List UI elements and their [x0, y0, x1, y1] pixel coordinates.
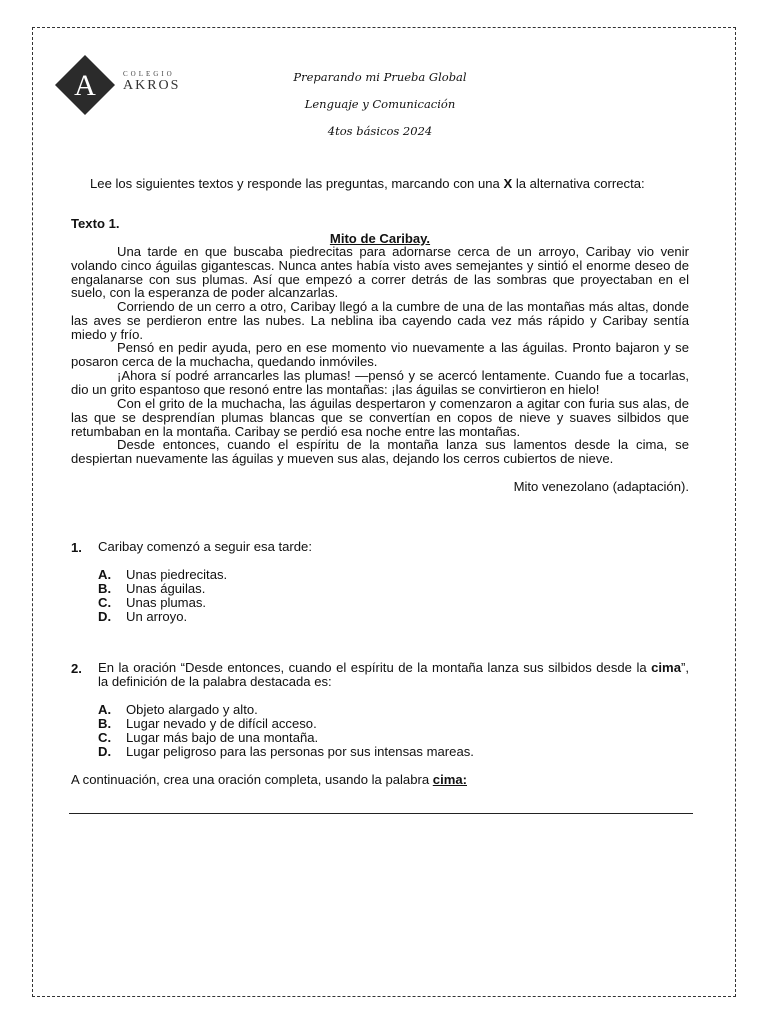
header-subject: Lenguaje y Comunicación — [304, 97, 456, 111]
question-text: En la oración “Desde entonces, cuando el espíritu de la montaña lanza sus silbidos desde la cima”, la definición de la palabra destacada es: — [98, 660, 689, 689]
document-header — [180, 68, 580, 149]
story-paragraph: Pensó en pedir ayuda, pero en ese momento vio nuevamente a las águilas. Pronto bajaron y se posaron cerca de la muchacha, quedando inmóviles. — [71, 340, 689, 369]
answer-option[interactable]: A. Objeto alargado y alto. — [98, 702, 258, 717]
answer-option[interactable]: B. Unas águilas. — [98, 581, 206, 596]
answer-line[interactable] — [69, 813, 693, 814]
task-word: cima: — [432, 772, 467, 787]
answer-option[interactable]: C. Lugar más bajo de una montaña. — [98, 730, 319, 745]
header-grade: 4tos básicos 2024 — [327, 124, 433, 138]
answer-option[interactable]: A. Unas piedrecitas. — [98, 567, 228, 582]
story-paragraph: Desde entonces, cuando el espíritu de la montaña lanza sus lamentos desde la cima, se despiertan nuevamente las águilas y mueven sus alas, dejando los cerros cubiertos de nieve. — [71, 437, 689, 466]
logo-school-name: AKROS — [123, 78, 181, 93]
logo-school-word: COLEGIO — [123, 70, 175, 78]
question-number: 1. — [71, 540, 82, 555]
logo-letter: A — [74, 69, 96, 102]
question-number: 2. — [71, 661, 82, 676]
instructions: Lee los siguientes textos y responde las preguntas, marcando con una X la alternativa correcta: — [90, 176, 645, 191]
text-title: Mito de Caribay. — [329, 231, 431, 246]
highlighted-word: cima — [651, 660, 681, 675]
logo-diamond-icon — [53, 53, 117, 117]
story-paragraph: Con el grito de la muchacha, las águilas despertaron y comenzaron a agitar con furia sus alas, de las que se desprendían plumas blancas que se convertían en copos de nieve y suaves silbidos que retumbaban en la montaña. Caribay se perdió esa noche entre las montañas. — [71, 396, 689, 439]
answer-option[interactable]: D. Lugar peligroso para las personas por sus intensas mareas. — [98, 744, 474, 759]
story-source: Mito venezolano (adaptación). — [513, 479, 689, 494]
answer-option[interactable]: B. Lugar nevado y de difícil acceso. — [98, 716, 317, 731]
story-paragraph: Corriendo de un cerro a otro, Caribay llegó a la cumbre de una de las montañas más altas, donde las aves se perdieron entre las nubes. La neblina iba cayendo cada vez más rápido y Caribay sentía miedo y frío. — [71, 299, 689, 342]
page-border — [32, 27, 736, 997]
story-paragraph: Una tarde en que buscaba piedrecitas para adornarse cerca de un arroyo, Caribay vio venir volando cinco águilas gigantescas. Nunca antes había visto aves semejantes y sintió el enorme deseo de engalanarse con sus plumas. Así que empezó a correr detrás de las sombras que proyectaban en el suelo, con la esperanza de poder alcanzarlas. — [71, 244, 689, 301]
text-label: Texto 1. — [71, 216, 120, 231]
question-text: Caribay comenzó a seguir esa tarde: — [98, 539, 312, 554]
instructions-mark: X — [503, 176, 513, 191]
header-title: Preparando mi Prueba Global — [293, 70, 467, 84]
answer-option[interactable]: C. Unas plumas. — [98, 595, 207, 610]
answer-option[interactable]: D. Un arroyo. — [98, 609, 188, 624]
writing-task: A continuación, crea una oración completa, usando la palabra cima: — [71, 772, 467, 787]
story-paragraph: ¡Ahora sí podré arrancarles las plumas! —pensó y se acercó lentamente. Cuando fue a tocarlas, dio un grito espantoso que resonó entre las montañas: ¡las águilas se convirtieron en hielo! — [71, 368, 689, 397]
